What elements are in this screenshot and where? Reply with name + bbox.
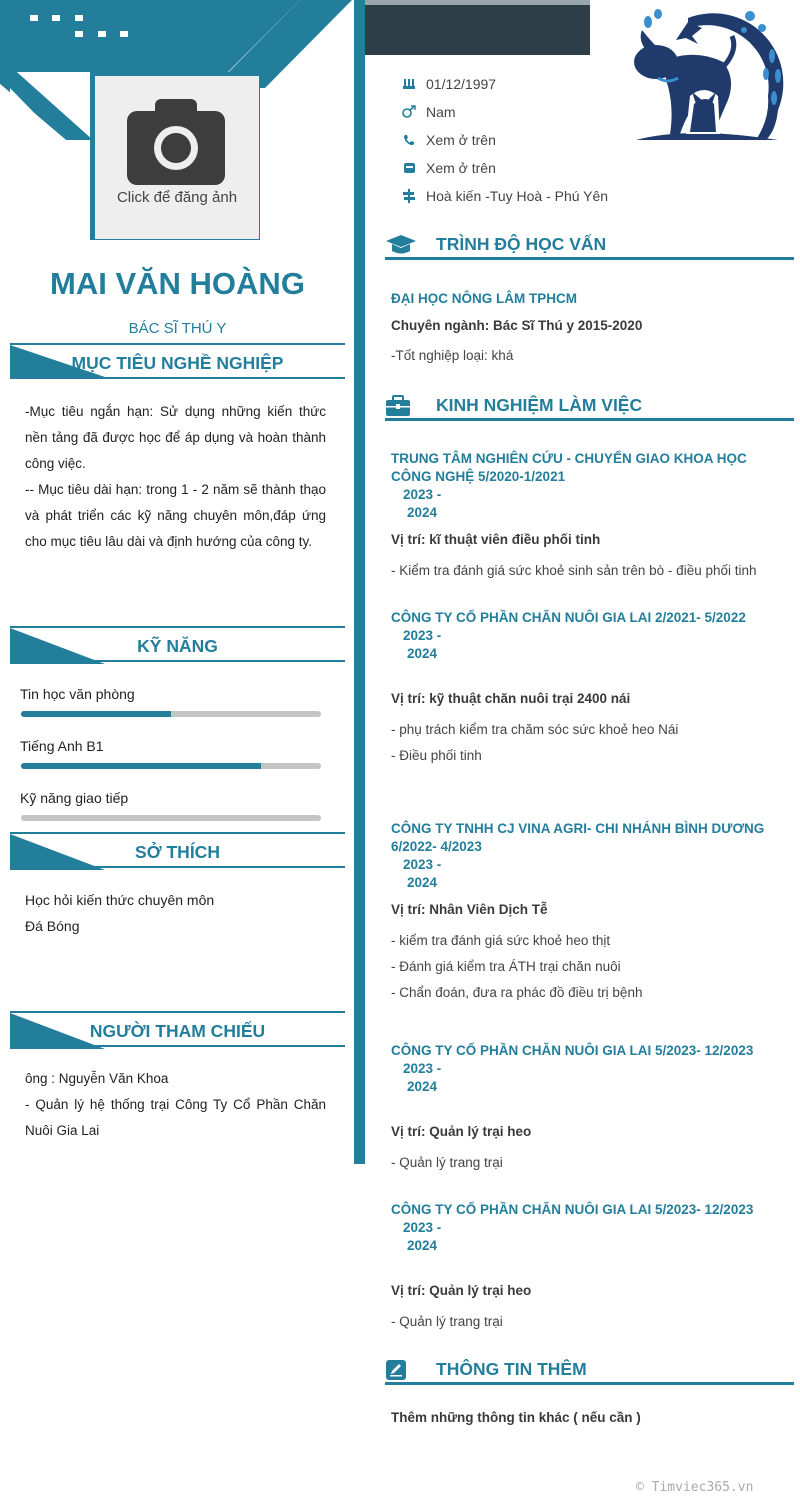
calendar-icon bbox=[400, 75, 418, 93]
skill-bar-fill bbox=[21, 711, 171, 717]
job-year-end: 2024 bbox=[407, 646, 438, 661]
contact-text: Xem ở trên bbox=[426, 132, 496, 148]
job-year-start: 2023 - bbox=[403, 628, 442, 643]
skills-heading-bar bbox=[10, 626, 345, 662]
contact-text: 01/12/1997 bbox=[426, 76, 497, 92]
objective-heading: MỤC TIÊU NGHỀ NGHIỆP bbox=[71, 353, 284, 373]
job-company-name: CÔNG TY CỔ PHẦN CHĂN NUÔI GIA LAI 5/2023- 12/2023 bbox=[391, 1043, 754, 1058]
skills-heading: KỸ NĂNG bbox=[137, 636, 218, 656]
photo-upload-label[interactable]: Click để đăng ảnh bbox=[116, 189, 238, 206]
job-task: - Điều phối tinh bbox=[391, 748, 482, 763]
heading-underline bbox=[385, 257, 794, 260]
hobby-item: Học hỏi kiến thức chuyên môn bbox=[25, 892, 215, 908]
contact-address bbox=[400, 186, 608, 206]
job-company-name: CÔNG TY TNHH CJ VINA AGRI- CHI NHÁNH BÌNH DƯƠNG 6/2022- 4/2023 bbox=[391, 821, 765, 854]
reference-line: ông : Nguyễn Văn Khoa bbox=[25, 1071, 169, 1086]
job-company bbox=[391, 609, 786, 663]
job-year-end: 2024 bbox=[407, 505, 438, 520]
skill-label: Tiếng Anh B1 bbox=[20, 738, 104, 754]
hobbies-heading-bar bbox=[10, 832, 345, 868]
skill-bar bbox=[21, 711, 321, 717]
edit-note-icon bbox=[385, 1359, 407, 1381]
contact-phone bbox=[400, 130, 496, 150]
skill-bar bbox=[21, 815, 321, 821]
job-position: Vị trí: kỹ thuật chăn nuôi trại 2400 nái bbox=[391, 691, 631, 706]
experience-heading: KINH NGHIỆM LÀM VIỆC bbox=[436, 395, 643, 415]
pets-logo-icon bbox=[628, 0, 788, 148]
job-task: - Đánh giá kiểm tra ÁTH trại chăn nuôi bbox=[391, 959, 621, 974]
job-task: - phụ trách kiểm tra chăm sóc sức khoẻ heo Nái bbox=[391, 722, 679, 737]
job-company bbox=[391, 1042, 786, 1096]
job-task: - Chẩn đoán, đưa ra phác đồ điều trị bệnh bbox=[391, 985, 643, 1000]
contact-text: Hoà kiến -Tuy Hoà - Phú Yên bbox=[426, 188, 609, 204]
skill-label: Tin học văn phòng bbox=[20, 686, 135, 702]
site-watermark: © Timviec365.vn bbox=[636, 1480, 754, 1495]
gender-icon bbox=[400, 103, 418, 121]
candidate-job-title: BÁC SĨ THÚ Y bbox=[128, 320, 227, 337]
heading-underline bbox=[385, 1382, 794, 1385]
skill-bar bbox=[21, 763, 321, 769]
job-position: Vị trí: kĩ thuật viên điều phối tinh bbox=[391, 532, 601, 547]
job-company-name: CÔNG TY CỔ PHẦN CHĂN NUÔI GIA LAI 2/2021- 5/2022 bbox=[391, 610, 746, 625]
job-year-start: 2023 - bbox=[403, 1220, 442, 1235]
education-school: ĐẠI HỌC NÔNG LÂM TPHCM bbox=[391, 291, 577, 306]
job-year-start: 2023 - bbox=[403, 1061, 442, 1076]
job-year-end: 2024 bbox=[407, 875, 438, 890]
objective-text bbox=[25, 399, 326, 555]
education-heading-bar bbox=[385, 232, 794, 262]
job-company bbox=[391, 820, 786, 892]
candidate-name: MAI VĂN HOÀNG bbox=[50, 266, 305, 301]
education-major: Chuyên ngành: Bác Sĩ Thú y 2015-2020 bbox=[391, 318, 643, 333]
job-position: Vị trí: Quản lý trại heo bbox=[391, 1283, 532, 1298]
job-company bbox=[391, 1201, 786, 1255]
education-heading: TRÌNH ĐỘ HỌC VẤN bbox=[436, 234, 607, 254]
references-heading: NGƯỜI THAM CHIẾU bbox=[89, 1021, 266, 1041]
additional-heading: THÔNG TIN THÊM bbox=[436, 1359, 587, 1379]
job-position: Vị trí: Quản lý trại heo bbox=[391, 1124, 532, 1139]
hobby-item: Đá Bóng bbox=[25, 918, 80, 934]
skill-bar-fill bbox=[21, 763, 261, 769]
job-year-end: 2024 bbox=[407, 1238, 438, 1253]
column-divider bbox=[354, 0, 365, 1164]
education-note: -Tốt nghiệp loại: khá bbox=[391, 348, 514, 363]
objective-line: -Mục tiêu ngắn hạn: Sử dụng những kiến thức nền tảng đã được học để áp dụng và hoàn thành công việc. bbox=[25, 404, 326, 471]
address-icon bbox=[400, 187, 418, 205]
email-icon bbox=[400, 159, 418, 177]
job-year-end: 2024 bbox=[407, 1079, 438, 1094]
camera-icon[interactable] bbox=[127, 97, 227, 185]
reference-line: - Quản lý hệ thống trại Công Ty Cổ Phần Chăn Nuôi Gia Lai bbox=[25, 1097, 326, 1138]
job-position: Vị trí: Nhân Viên Dịch Tễ bbox=[391, 902, 548, 917]
contact-text: Xem ở trên bbox=[426, 160, 496, 176]
experience-heading-bar bbox=[385, 393, 794, 423]
job-task: - Quản lý trang trại bbox=[391, 1314, 503, 1329]
job-year-start: 2023 - bbox=[403, 487, 442, 502]
references-text bbox=[25, 1066, 326, 1144]
contact-gender bbox=[400, 102, 456, 122]
contact-text: Nam bbox=[426, 104, 456, 120]
objective-heading-bar bbox=[10, 343, 345, 379]
phone-icon bbox=[400, 131, 418, 149]
job-company bbox=[391, 450, 786, 522]
job-task: - Kiểm tra đánh giá sức khoẻ sinh sản trên bò - điều phối tinh bbox=[391, 563, 757, 578]
additional-heading-bar bbox=[385, 1357, 794, 1387]
additional-text: Thêm những thông tin khác ( nếu cần ) bbox=[391, 1410, 641, 1425]
hobbies-heading: SỞ THÍCH bbox=[135, 842, 220, 862]
job-company-name: TRUNG TÂM NGHIÊN CỨU - CHUYỂN GIAO KHOA HỌC CÔNG NGHỆ 5/2020-1/2021 bbox=[391, 451, 747, 484]
contact-email bbox=[400, 158, 496, 178]
top-dark-banner bbox=[365, 0, 590, 55]
graduation-cap-icon bbox=[385, 234, 417, 256]
contact-birthday bbox=[400, 74, 496, 94]
references-heading-bar bbox=[10, 1011, 345, 1047]
job-task: - kiểm tra đánh giá sức khoẻ heo thịt bbox=[391, 933, 611, 948]
objective-line: -- Mục tiêu dài hạn: trong 1 - 2 năm sẽ thành thạo và phát triển các kỹ năng chuyên môn,đáp ứng cho mục tiêu lâu dài và định hướng của công ty. bbox=[25, 482, 326, 549]
briefcase-icon bbox=[385, 395, 411, 417]
job-year-start: 2023 - bbox=[403, 857, 442, 872]
job-company-name: CÔNG TY CỔ PHẦN CHĂN NUÔI GIA LAI 5/2023- 12/2023 bbox=[391, 1202, 754, 1217]
heading-underline bbox=[385, 418, 794, 421]
job-task: - Quản lý trang trại bbox=[391, 1155, 503, 1170]
skill-label: Kỹ năng giao tiếp bbox=[20, 790, 129, 806]
